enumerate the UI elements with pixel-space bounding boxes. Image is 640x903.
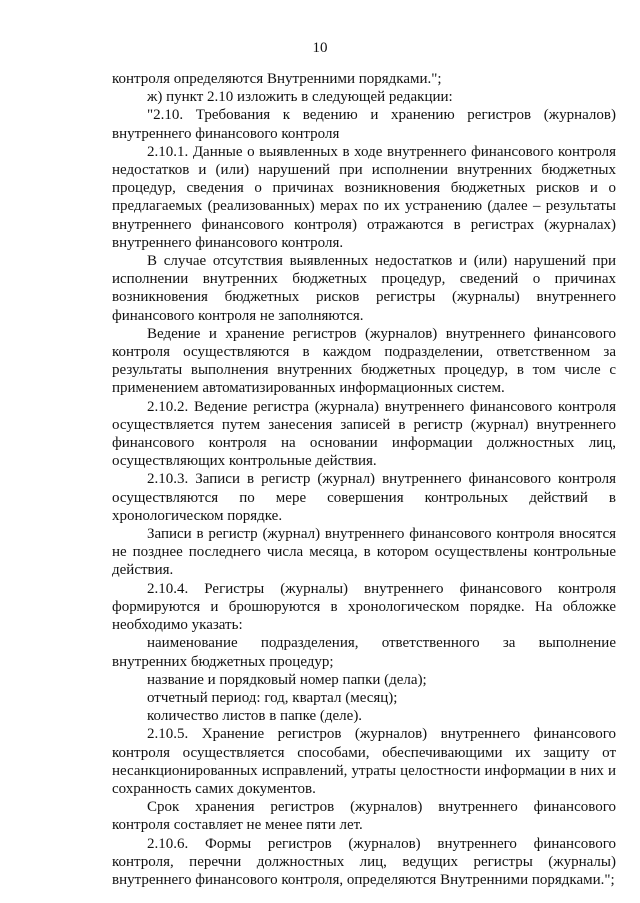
paragraph-8: 2.10.3. Записи в регистр (журнал) внутреннего финансового контроля осуществляются по мере совершения контрольных действий в хронологическом порядке. <box>112 471 616 524</box>
paragraph-15: 2.10.5. Хранение регистров (журналов) внутреннего финансового контроля осуществляется способами, обеспечивающими их защиту от несанкционированных исправлений, утраты целостности информации в них и сохранность самих документов. <box>112 726 616 797</box>
paragraph-7: 2.10.2. Ведение регистра (журнала) внутреннего финансового контроля осуществляется путем занесения записей в регистр (журнал) внутреннего финансового контроля на основании информации должностных лиц, осуществляющих контрольные действия. <box>112 398 616 470</box>
paragraph-2: ж) пункт 2.10 изложить в следующей редакции: <box>147 89 453 106</box>
paragraph-11: наименование подразделения, ответственного за выполнение внутренних бюджетных процедур; <box>112 635 616 670</box>
paragraph-5: В случае отсутствия выявленных недостатков и (или) нарушений при исполнении внутренних бюджетных процедур, сведений о причинах возникновения бюджетных рисков регистры (журналы) внутреннего финансового контроля не заполняются. <box>112 253 616 324</box>
page-number: 10 <box>312 40 328 56</box>
paragraph-3: "2.10. Требования к ведению и хранению регистров (журналов) внутреннего финансового контроля <box>112 107 616 142</box>
paragraph-9: Записи в регистр (журнал) внутреннего финансового контроля вносятся не позднее последнего числа месяца, в котором осуществлены контрольные действия. <box>112 526 616 579</box>
paragraph-1: контроля определяются Внутренними порядками."; <box>112 71 442 87</box>
paragraph-12: название и порядковый номер папки (дела); <box>147 671 427 688</box>
paragraph-17: 2.10.6. Формы регистров (журналов) внутреннего финансового контроля, перечни должностных лиц, ведущих регистры (журналы) внутреннего финансового контроля, определяются Внутренними порядками."; <box>112 835 616 888</box>
paragraph-13: отчетный период: год, квартал (месяц); <box>147 689 398 706</box>
paragraph-6: Ведение и хранение регистров (журналов) внутреннего финансового контроля осуществляются в каждом подразделении, ответственном за результаты выполнения внутренних бюджетных процедур, в том числе с применением автоматизированных информационных систем. <box>112 325 616 397</box>
paragraph-14: количество листов в папке (деле). <box>147 708 363 725</box>
paragraph-16: Срок хранения регистров (журналов) внутреннего финансового контроля составляет не менее пяти лет. <box>112 799 616 834</box>
document-body <box>112 70 616 889</box>
paragraph-10: 2.10.4. Регистры (журналы) внутреннего финансового контроля формируются и брошюруются в хронологическом порядке. На обложке необходимо указать: <box>112 580 616 634</box>
paragraph-4: 2.10.1. Данные о выявленных в ходе внутреннего финансового контроля недостатков и (или) нарушений при исполнении внутренних бюджетных процедур, сведения о причинах возникновения бюджетных рисков и о предлагаемых (реализованных) мерах по их устранению (далее – результаты внутреннего финансового контроля) отражаются в регистрах (журналах) внутреннего финансового контроля. <box>112 143 616 251</box>
